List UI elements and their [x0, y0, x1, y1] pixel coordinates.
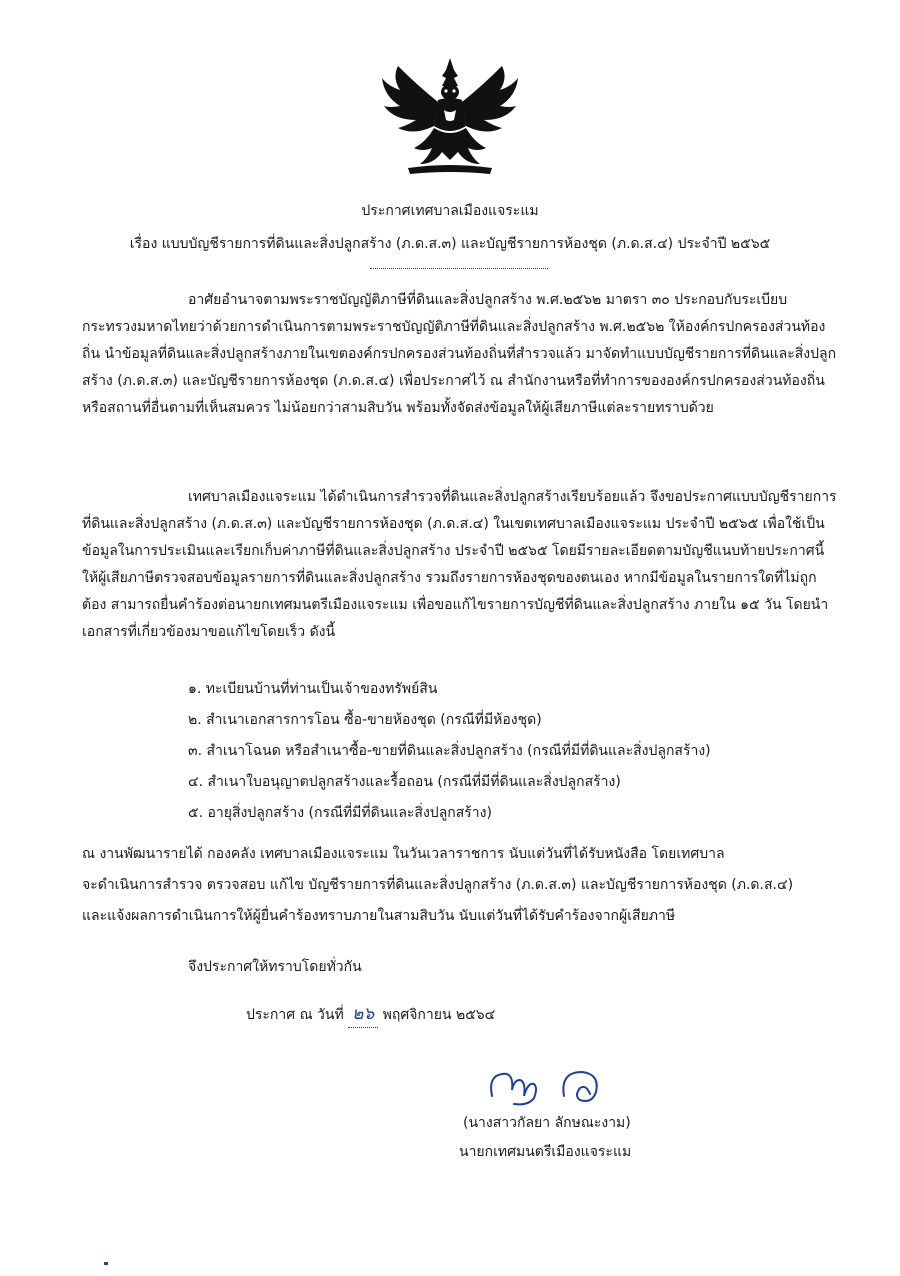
paragraph-survey-text: เทศบาลเมืองแจระแม ได้ดำเนินการสำรวจที่ดินและสิ่งปลูกสร้างเรียบร้อยแล้ว จึงขอประกาศแบบบัญชีรายการที่ดินและสิ่งปลูกสร้าง (ภ.ด.ส.๓) และบัญชีรายการห้องชุด (ภ.ด.ส.๔) ในเขตเทศบาลเมืองแจระแม ประจำปี ๒๕๖๕ เพื่อใช้เป็นข้อมูลในการประเมินและเรียกเก็บค่าภาษีที่ดินและสิ่งปลูกสร้าง ประจำปี ๒๕๖๕ โดยมีรายละเอียดตามบัญชีแนบท้ายประกาศนี้ ให้ผู้เสียภาษีตรวจสอบข้อมูลรายการที่ดินและสิ่งปลูกสร้าง รวมถึงรายการห้องชุดของตนเอง หากมีข้อมูลในรายการใดที่ไม่ถูกต้อง สามารถยื่นคำร้องต่อนายกเทศมนตรีเมืองแจระแม เพื่อขอแก้ไขรายการบัญชีที่ดินและสิ่งปลูกสร้าง ภายใน ๑๕ วัน โดยนำเอกสารที่เกี่ยวข้องมาขอแก้ไขโดยเร็ว ดังนี้	[82, 489, 837, 640]
paragraph-survey	[82, 484, 840, 646]
dotted-divider	[370, 268, 548, 269]
date-line	[246, 1000, 495, 1028]
paragraph-office-line-2: จะดำเนินการสำรวจ ตรวจสอบ แก้ไข บัญชีรายการที่ดินและสิ่งปลูกสร้าง (ภ.ด.ส.๓) และบัญชีรายการห้องชุด (ภ.ด.ส.๔)	[82, 877, 794, 893]
list-item: ๒. สำเนาเอกสารการโอน ซื้อ-ขายห้องชุด (กรณีที่มีห้องชุด)	[188, 712, 542, 728]
handwritten-day: ๒๖	[348, 1000, 378, 1028]
signature	[484, 1066, 624, 1112]
list-item: ๔. สำเนาใบอนุญาตปลูกสร้างและรื้อถอน (กรณีที่มีที่ดินและสิ่งปลูกสร้าง)	[188, 774, 621, 790]
garuda-emblem	[378, 56, 523, 176]
paragraph-office-line-1: ณ งานพัฒนารายได้ กองคลัง เทศบาลเมืองแจระแม ในวันเวลาราชการ นับแต่วันที่ได้รับหนังสือ โดยเทศบาล	[82, 846, 725, 862]
paragraph-office-line-3: และแจ้งผลการดำเนินการให้ผู้ยื่นคำร้องทราบภายในสามสิบวัน นับแต่วันที่ได้รับคำร้องจากผู้เสียภาษี	[82, 908, 676, 924]
list-item: ๑. ทะเบียนบ้านที่ท่านเป็นเจ้าของทรัพย์สิน	[188, 681, 438, 697]
date-prefix: ประกาศ ณ วันที่	[246, 1007, 344, 1023]
list-item: ๓. สำเนาโฉนด หรือสำเนาซื้อ-ขายที่ดินและสิ่งปลูกสร้าง (กรณีที่มีที่ดินและสิ่งปลูกสร้าง)	[188, 743, 711, 759]
date-month-year: พฤศจิกายน ๒๕๖๔	[382, 1007, 496, 1023]
signatory-position: นายกเทศมนตรีเมืองแจระแม	[459, 1144, 632, 1160]
announcement-subject: เรื่อง แบบบัญชีรายการที่ดินและสิ่งปลูกสร้าง (ภ.ด.ส.๓) และบัญชีรายการห้องชุด (ภ.ด.ส.๔) ประจำปี ๒๕๖๕	[129, 236, 771, 252]
signatory-name: (นางสาวกัลยา ลักษณะงาม)	[463, 1115, 631, 1131]
list-item: ๕. อายุสิ่งปลูกสร้าง (กรณีที่มีที่ดินและสิ่งปลูกสร้าง)	[188, 805, 492, 821]
ink-mark	[104, 1262, 108, 1265]
paragraph-authority-text: อาศัยอำนาจตามพระราชบัญญัติภาษีที่ดินและสิ่งปลูกสร้าง พ.ศ.๒๕๖๒ มาตรา ๓๐ ประกอบกับระเบียบกระทรวงมหาดไทยว่าด้วยการดำเนินการตามพระราชบัญญัติภาษีที่ดินและสิ่งปลูกสร้าง พ.ศ.๒๕๖๒ ให้องค์กรปกครองส่วนท้องถิ่น นำข้อมูลที่ดินและสิ่งปลูกสร้างภายในเขตองค์กรปกครองส่วนท้องถิ่นที่สำรวจแล้ว มาจัดทำแบบบัญชีรายการที่ดินและสิ่งปลูกสร้าง (ภ.ด.ส.๓) และบัญชีรายการห้องชุด (ภ.ด.ส.๔) เพื่อประกาศไว้ ณ สำนักงานหรือที่ทำการขององค์กรปกครองส่วนท้องถิ่น หรือสถานที่อื่นตามที่เห็นสมควร ไม่น้อยกว่าสามสิบวัน พร้อมทั้งจัดส่งข้อมูลให้ผู้เสียภาษีแต่ละรายทราบด้วย	[82, 292, 837, 416]
announcement-title: ประกาศเทศบาลเมืองแจระแม	[361, 203, 539, 219]
paragraph-authority	[82, 287, 840, 422]
closing-statement: จึงประกาศให้ทราบโดยทั่วกัน	[188, 959, 362, 975]
